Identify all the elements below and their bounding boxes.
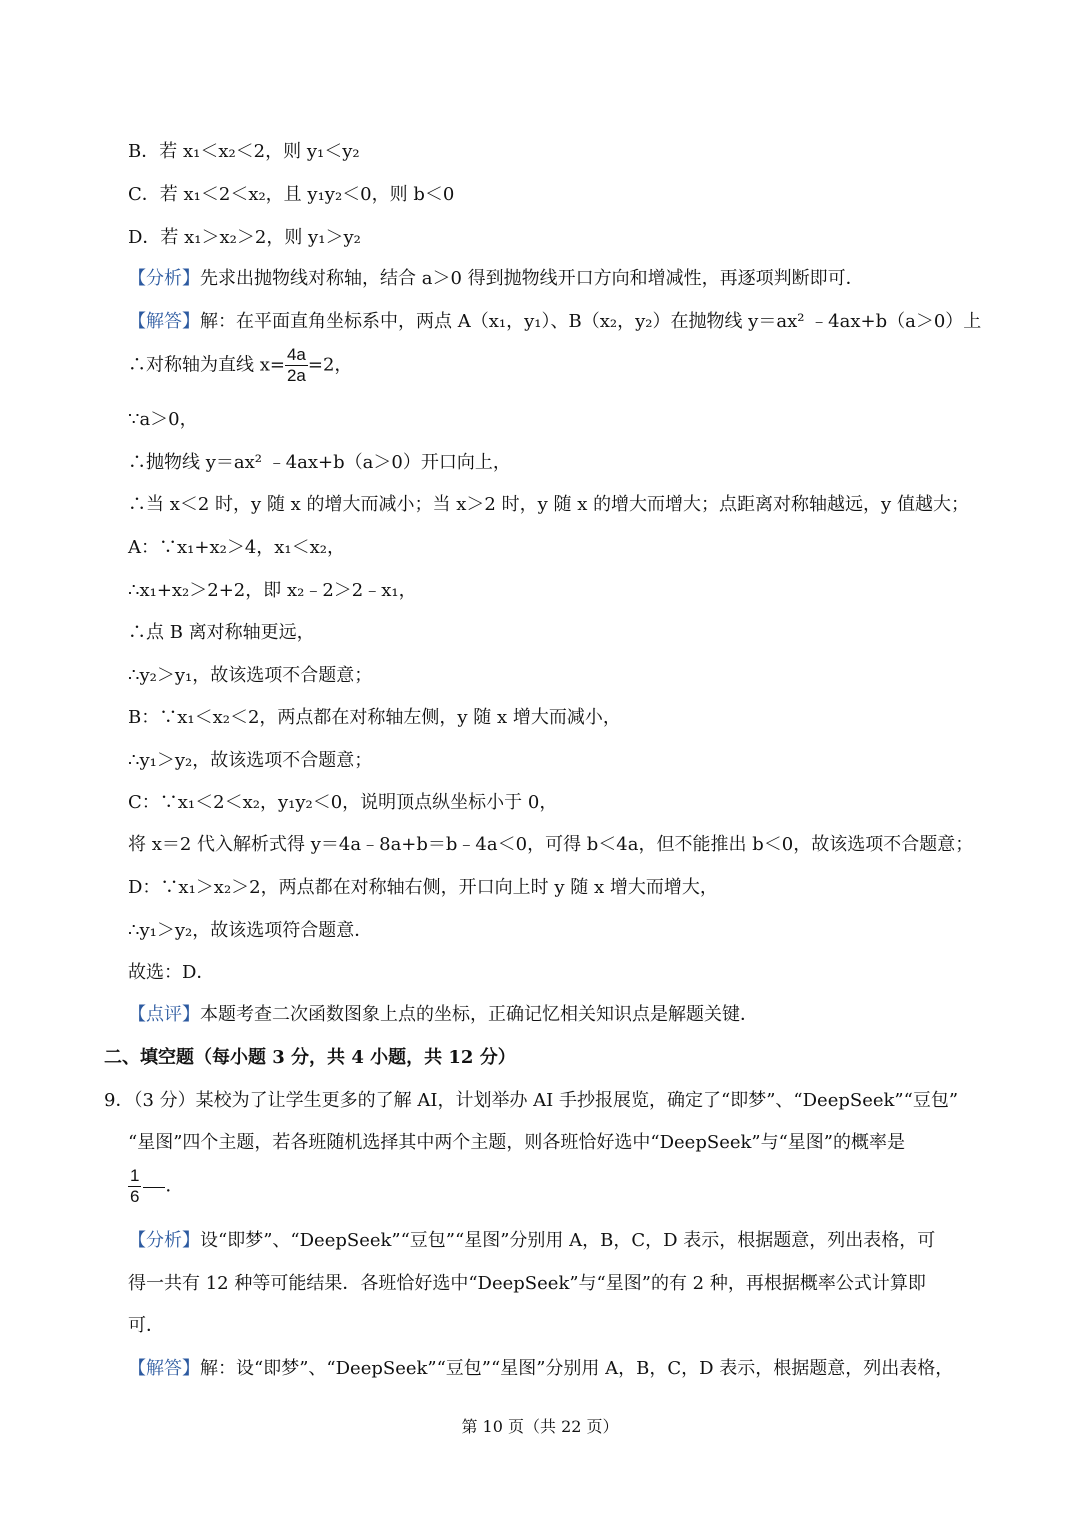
solution-line: ∴y₁＞y₂，故该选项不合题意； bbox=[128, 750, 373, 771]
q9-analysis-3: 可． bbox=[128, 1315, 164, 1336]
q8-review bbox=[128, 1004, 758, 1026]
axis-fraction bbox=[285, 345, 308, 386]
solution-text: 解：设“即梦”、“DeepSeek”“豆包”“星图”分别用 A，B，C，D 表示，根据题意，列出表格， bbox=[200, 1358, 954, 1379]
solution-tag: 【解答】 bbox=[128, 311, 200, 332]
solution-line: A：∵x₁+x₂＞4，x₁＜x₂， bbox=[128, 537, 346, 558]
solution-line: B：∵x₁＜x₂＜2，两点都在对称轴左侧，y 随 x 增大而减小， bbox=[128, 707, 621, 728]
axis-numerator: 4a bbox=[286, 345, 306, 364]
answer-numerator: 1 bbox=[130, 1166, 140, 1185]
solution-line: 故选：D． bbox=[128, 962, 215, 983]
q9-analysis-2: 得一共有 12 种等可能结果．各班恰好选中“DeepSeek”与“星图”的有 2 种，再根据概率公式计算即 bbox=[128, 1273, 926, 1294]
axis-prefix: ∴对称轴为直线 x= bbox=[128, 354, 285, 376]
q9-line-1: 9．（3 分）某校为了让学生更多的了解 AI，计划举办 AI 手抄报展览，确定了“即梦”、“DeepSeek”“豆包” bbox=[104, 1090, 959, 1111]
solution-line: C：∵x₁＜2＜x₂，y₁y₂＜0，说明顶点纵坐标小于 0， bbox=[128, 792, 558, 813]
answer-underline bbox=[143, 1187, 165, 1188]
analysis-text: 先求出抛物线对称轴，结合 a＞0 得到抛物线开口方向和增减性，再逐项判断即可． bbox=[200, 268, 864, 289]
q9-line-2: “星图”四个主题，若各班随机选择其中两个主题，则各班恰好选中“DeepSeek”与“星图”的概率是 bbox=[128, 1132, 906, 1153]
q9-answer bbox=[128, 1166, 183, 1207]
q9-solution bbox=[128, 1358, 953, 1380]
q9-analysis-1 bbox=[128, 1230, 935, 1252]
review-text: 本题考查二次函数图象上点的坐标，正确记忆相关知识点是解题关键． bbox=[200, 1004, 758, 1025]
axis-suffix: =2， bbox=[307, 354, 353, 376]
solution-intro-text: 解：在平面直角坐标系中，两点 A（x₁，y₁）、B（x₂，y₂）在抛物线 y＝ax² ﹣4ax+b（a＞0）上 bbox=[200, 311, 982, 332]
solution-line: ∴y₂＞y₁，故该选项不合题意； bbox=[128, 665, 373, 686]
solution-line: ∵a＞0， bbox=[128, 409, 198, 430]
analysis-text: 设“即梦”、“DeepSeek”“豆包”“星图”分别用 A，B，C，D 表示，根据题意，列出表格，可 bbox=[200, 1230, 936, 1251]
option-c: C．若 x₁＜2＜x₂，且 y₁y₂＜0，则 b＜0 bbox=[128, 184, 455, 205]
page-footer: 第 10 页（共 22 页） bbox=[461, 1417, 619, 1436]
axis-line bbox=[128, 345, 352, 386]
answer-end: ． bbox=[165, 1175, 184, 1197]
solution-line: ∴点 B 离对称轴更远， bbox=[128, 622, 315, 643]
option-d: D．若 x₁＞x₂＞2，则 y₁＞y₂ bbox=[128, 227, 361, 248]
q8-solution-intro bbox=[128, 311, 981, 333]
solution-line: ∴y₁＞y₂，故该选项符合题意． bbox=[128, 920, 373, 941]
option-b: B．若 x₁＜x₂＜2，则 y₁＜y₂ bbox=[128, 141, 360, 162]
solution-tag: 【解答】 bbox=[128, 1358, 200, 1379]
answer-denominator: 6 bbox=[130, 1187, 140, 1206]
solution-line: 将 x＝2 代入解析式得 y＝4a﹣8a+b＝b﹣4a＜0，可得 b＜4a，但不能推出 b＜0，故该选项不合题意； bbox=[128, 834, 974, 855]
answer-fraction bbox=[128, 1166, 141, 1207]
analysis-tag: 【分析】 bbox=[128, 1230, 200, 1251]
solution-line: D：∵x₁＞x₂＞2，两点都在对称轴右侧，开口向上时 y 随 x 增大而增大， bbox=[128, 877, 718, 898]
solution-line: ∴x₁+x₂＞2+2，即 x₂﹣2＞2﹣x₁， bbox=[128, 580, 417, 601]
axis-denominator: 2a bbox=[286, 366, 306, 385]
q8-analysis bbox=[128, 268, 864, 290]
review-tag: 【点评】 bbox=[128, 1004, 200, 1025]
analysis-tag: 【分析】 bbox=[128, 268, 200, 289]
solution-line: ∴当 x＜2 时，y 随 x 的增大而减小；当 x＞2 时，y 随 x 的增大而增大；点距离对称轴越远，y 值越大； bbox=[128, 494, 969, 515]
section-title: 二、填空题（每小题 3 分，共 4 小题，共 12 分） bbox=[104, 1047, 516, 1068]
solution-line: ∴抛物线 y＝ax² ﹣4ax+b（a＞0）开口向上， bbox=[128, 452, 511, 473]
